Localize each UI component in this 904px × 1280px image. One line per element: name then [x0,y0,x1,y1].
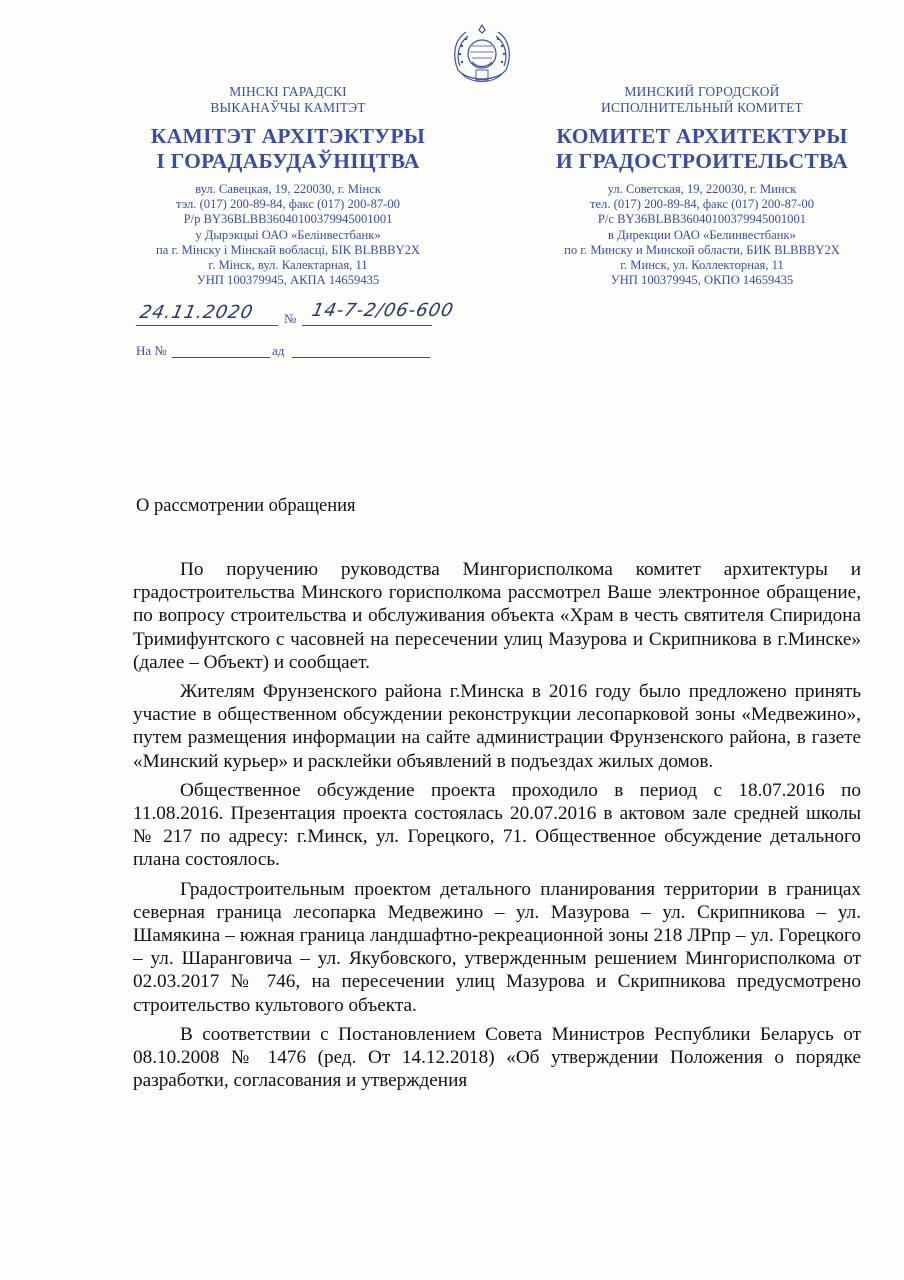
letter-body [133,558,861,1098]
address-line: па г. Мінску і Мінскай вобласці, БІК BLBBBY2X [155,242,420,257]
address-line: Р/р BY36BLBB36040100379945001001 [183,212,393,227]
date-underline [136,325,278,326]
address-line: Р/с BY36BLBB36040100379945001001 [597,212,807,227]
address-line: тел. (017) 200-89-84, факс (017) 200-87-00 [589,197,815,212]
body-paragraph: В соответствии с Постановлением Совета Министров Республики Беларусь от 08.10.2008 № 1476 (ред. От 14.12.2018) «Об утверждении Положения о порядке разработки, согласования и утверждения [133,1023,861,1092]
in-reply-underline [172,357,270,358]
number-underline [302,325,432,326]
state-emblem-icon [448,22,516,88]
address-line: УНП 100379945, ОКПО 14659435 [610,273,794,288]
org-name-line-1: МИНСКИЙ ГОРОДСКОЙ [624,84,780,99]
handwritten-date: 24.11.2020 [137,302,256,323]
org-name-line-1: МІНСКІ ГАРАДСКІ [229,84,347,99]
address-line: в Дирекции ОАО «Белинвестбанк» [608,227,796,242]
org-name-line-2: ИСПОЛНИТЕЛЬНЫЙ КОМИТЕТ [601,100,803,115]
address-block [108,182,468,288]
body-paragraph: Жителям Фрунзенского района г.Минска в 2016 году было предложено принять участие в общественном обсуждении реконструкции лесопарковой зоны «Медвежино», путем размещения информации на сайте администрации Фрунзенского района, в газете «Минский курьер» и расклейки объявлений в подъездах жилых домов. [133,681,861,772]
in-reply-label: На № [136,343,167,358]
body-paragraph: Общественное обсуждение проекта проходило в период с 18.07.2016 по 11.08.2016. Презентация проекта состоялась 20.07.2016 в актовом зале средней школы № 217 по адресу: г.Минск, ул. Горецкого, 71. Общественное обсуждение детального плана состоялось. [133,779,861,871]
body-paragraph: Градостроительным проектом детального планирования территории в границах северная граница лесопарка Медвежино – ул. Мазурова – ул. Скрипникова – ул. Шамякина – южная граница ландшафтно-рекреационной зоны 218 ЛРпр – ул. Горецкого – ул. Шаранговича – ул. Якубовского, утвержденным решением Мингорисполкома от 02.03.2017 № 746, на пересечении улиц Мазурова и Скрипникова предусмотрено строительство культового объекта. [133,878,861,1016]
address-line: г. Мінск, вул. Калектарная, 11 [208,258,368,273]
letterhead-belarusian [108,84,468,288]
org-name-line-2: ВЫКАНАЎЧЫ КАМІТЭТ [210,100,366,115]
address-line: вул. Савецкая, 19, 220030, г. Мінск [195,182,381,196]
from-underline [292,357,430,358]
from-label: ад [272,343,285,358]
address-line: г. Минск, ул. Коллекторная, 11 [620,258,784,273]
address-line: у Дырэкцыі ОАО «Белінвестбанк» [195,227,381,242]
number-label: № [284,311,297,326]
handwritten-number: 14-7-2/06-600 [309,300,456,321]
dept-name-line-1: КАМІТЭТ АРХІТЭКТУРЫ [150,124,426,148]
address-line: тэл. (017) 200-89-84, факс (017) 200-87-00 [176,197,400,212]
dept-name-line-2: И ГРАДОСТРОИТЕЛЬСТВА [555,149,849,173]
address-line: УНП 100379945, АКПА 14659435 [196,273,380,288]
address-line: ул. Советская, 19, 220030, г. Минск [607,182,797,196]
dept-name-line-1: КОМИТЕТ АРХИТЕКТУРЫ [556,124,848,148]
body-paragraph: По поручению руководства Мингорисполкома комитет архитектуры и градостроительства Минского горисполкома рассмотрел Ваше электронное обращение, по вопросу строительства и обслуживания объекта «Храм в честь святителя Спиридона Тримифунтского с часовней на пересечении улиц Мазурова и Скрипникова в г.Минске» (далее – Объект) и сообщает. [133,559,861,673]
letter-subject: О рассмотрении обращения [136,496,356,516]
dept-name-line-2: І ГОРАДАБУДАЎНІЦТВА [156,149,420,173]
address-line: по г. Минску и Минской области, БИК BLBBBY2X [564,242,840,257]
letterhead-russian [522,84,882,288]
address-block [522,182,882,288]
